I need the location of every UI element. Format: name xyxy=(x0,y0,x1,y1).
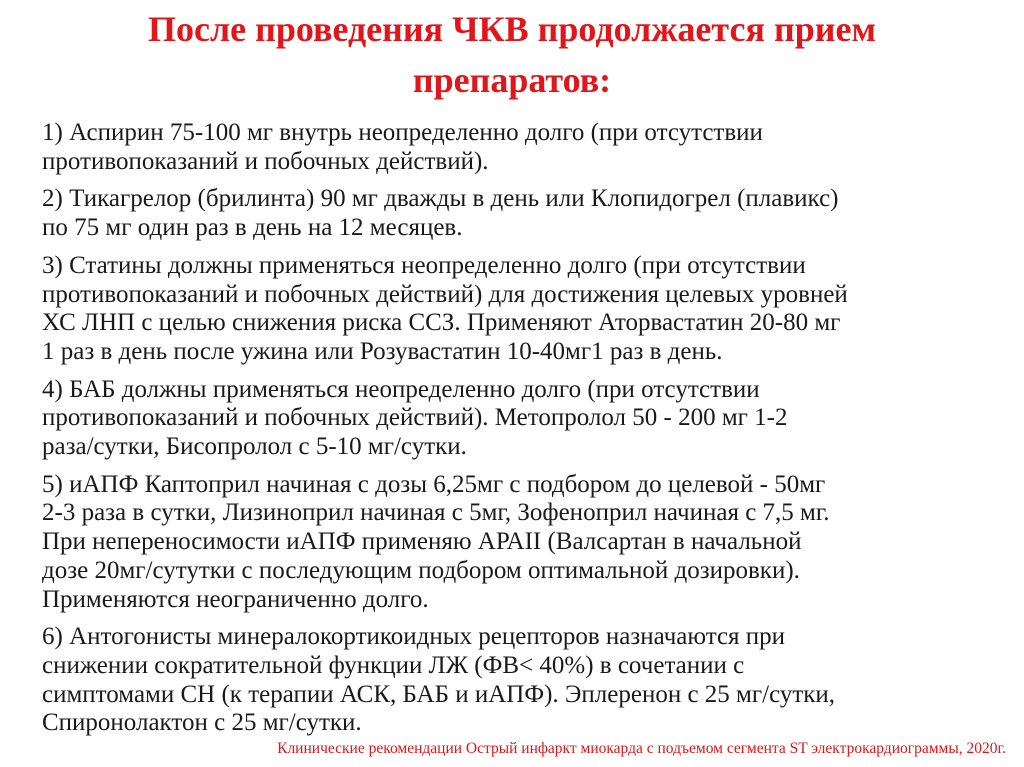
item-line: 2) Тикагрелор (брилинта) 90 мг дважды в день или Клопидогрел (плавикс) xyxy=(42,185,839,213)
list-item-ticagrelor xyxy=(42,185,1012,242)
item-line: противопоказаний и побочных действий). xyxy=(42,147,489,175)
item-line: раза/сутки, Бисопролол с 5-10 мг/сутки. xyxy=(42,433,467,461)
list-item-aspirin xyxy=(42,119,1012,176)
item-line: 4) БАБ должны применяться неопределенно долго (при отсутствии xyxy=(42,375,760,403)
item-line: 1 раз в день после ужина или Розувастатин 10-40мг1 раз в день. xyxy=(42,337,723,365)
source-citation: Клинические рекомендации Острый инфаркт миокарда с подъемом сегмента ST электрокардиограммы, 2020г. xyxy=(277,740,1006,757)
list-item-beta-blockers xyxy=(42,376,1012,462)
item-line: При непереносимости иАПФ применяю АРАII (Валсартан в начальной xyxy=(42,528,802,556)
item-line: 3) Статины должны применяться неопределенно долго (при отсутствии xyxy=(42,251,806,279)
item-line: снижении сократительной функции ЛЖ (ФВ< 40%) в сочетании с xyxy=(42,651,745,679)
item-line: противопоказаний и побочных действий) для достижения целевых уровней xyxy=(42,280,848,308)
list-item-ace-inhibitors xyxy=(42,471,1012,615)
medication-list xyxy=(42,119,1012,738)
title-line-1: После проведения ЧКВ продолжается прием xyxy=(148,9,876,49)
item-line: Спиронолактон с 25 мг/сутки. xyxy=(42,709,362,737)
title-line-2: препаратов: xyxy=(412,60,612,100)
item-line: Применяются неограниченно долго. xyxy=(42,585,429,613)
list-item-statins xyxy=(42,252,1012,367)
item-line: противопоказаний и побочных действий). Метопролол 50 - 200 мг 1-2 xyxy=(42,404,788,432)
item-line: по 75 мг один раз в день на 12 месяцев. xyxy=(42,214,463,242)
item-line: 2-3 раза в сутки, Лизиноприл начиная с 5мг, Зофеноприл начиная с 7,5 мг. xyxy=(42,499,830,527)
list-item-mra xyxy=(42,623,1012,738)
item-line: симптомами СН (к терапии АСК, БАБ и иАПФ). Эплеренон с 25 мг/сутки, xyxy=(42,680,836,708)
item-line: 5) иАПФ Каптоприл начиная с дозы 6,25мг с подбором до целевой - 50мг xyxy=(42,470,826,498)
item-line: 1) Аспирин 75-100 мг внутрь неопределенно долго (при отсутствии xyxy=(42,119,763,146)
slide-title xyxy=(60,4,964,106)
item-line: 6) Антогонисты минералокортикоидных рецепторов назначаются при xyxy=(42,623,786,651)
item-line: дозе 20мг/сутутки с последующим подбором оптимальной дозировки). xyxy=(42,556,800,584)
item-line: ХС ЛНП с целью снижения риска ССЗ. Применяют Аторвастатин 20-80 мг xyxy=(42,309,841,337)
